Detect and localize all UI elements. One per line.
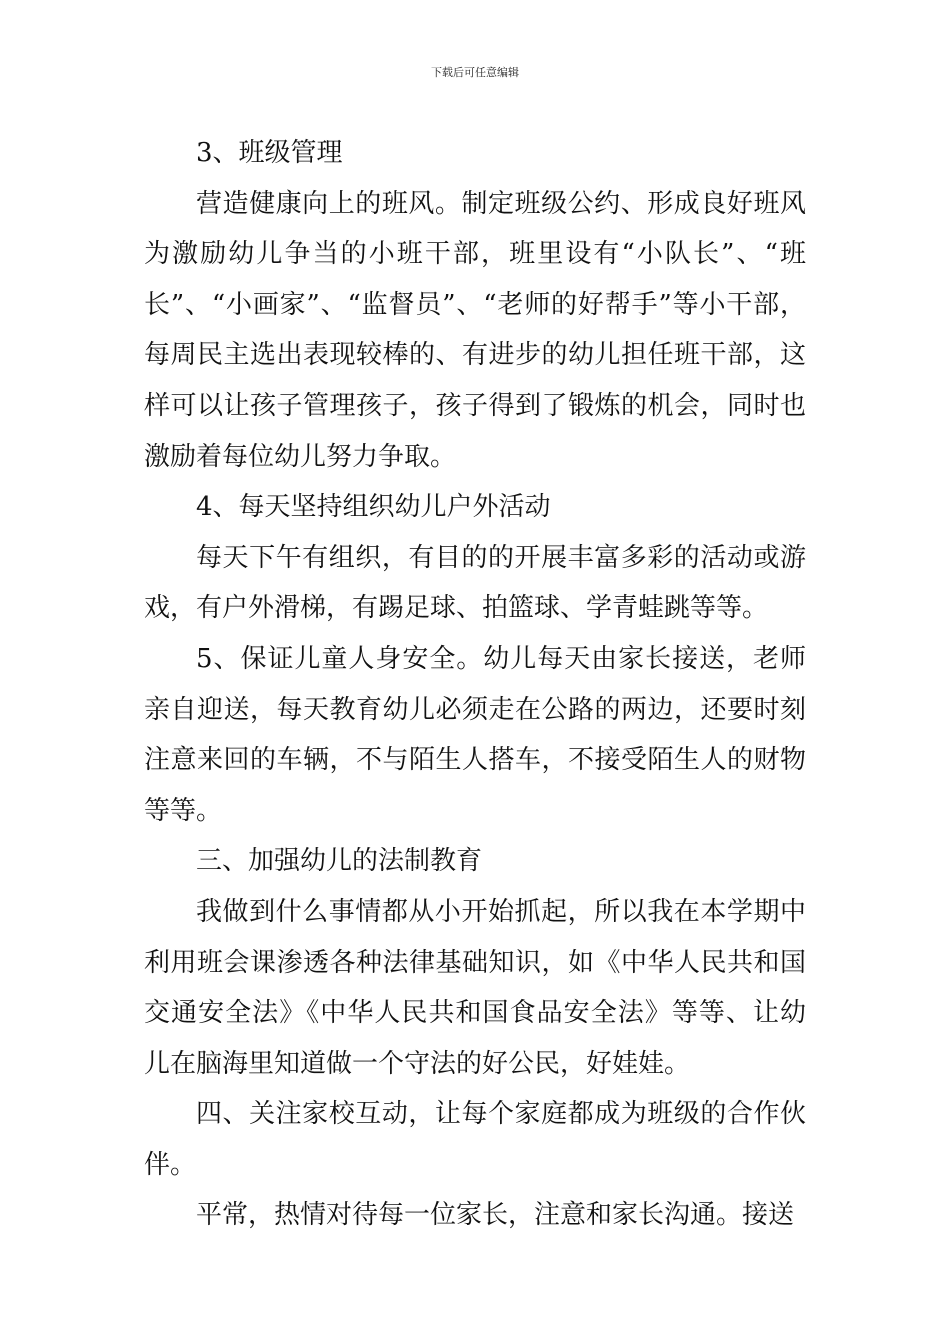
heading-home-school-interaction: 四、关注家校互动，让每个家庭都成为班级的合作伙伴。 bbox=[144, 1099, 806, 1180]
heading-legal-education: 三、加强幼儿的法制教育 bbox=[196, 846, 483, 877]
paragraph-afternoon-activities: 每天下午有组织，有目的的开展丰富多彩的活动或游戏，有户外滑梯，有踢足球、拍篮球、学青蛙跳等等。 bbox=[144, 542, 806, 624]
paragraph-parent-communication: 平常，热情对待每一位家长，注意和家长沟通。接送 bbox=[196, 1200, 795, 1231]
paragraph-child-safety: 5、保证儿童人身安全。幼儿每天由家长接送，老师亲自迎送，每天教育幼儿必须走在公路的两边，还要时刻注意来回的车辆，不与陌生人搭车，不接受陌生人的财物等等。 bbox=[144, 643, 806, 826]
document-body bbox=[144, 128, 806, 1241]
subheading-outdoor-activities: 4、每天坚持组织幼儿户外活动 bbox=[196, 492, 551, 523]
paragraph-legal-knowledge: 我做到什么事情都从小开始抓起，所以我在本学期中利用班会课渗透各种法律基础知识，如《中华人民共和国交通安全法》《中华人民共和国食品安全法》等等、让幼儿在脑海里知道做一个守法的好公民，好娃娃。 bbox=[144, 896, 806, 1079]
subheading-class-management: 3、班级管理 bbox=[196, 138, 343, 168]
page-header: 下载后可任意编辑 bbox=[431, 66, 519, 79]
paragraph-class-style: 营造健康向上的班风。制定班级公约、形成良好班风为激励幼儿争当的小班干部，班里设有“小队长”、“班长”、“小画家”、“监督员”、“老师的好帮手”等小干部，每周民主选出表现较棒的、有进步的幼儿担任班干部，这样可以让孩子管理孩子，孩子得到了锻炼的机会，同时也激励着每位幼儿努力争取。 bbox=[144, 188, 806, 472]
